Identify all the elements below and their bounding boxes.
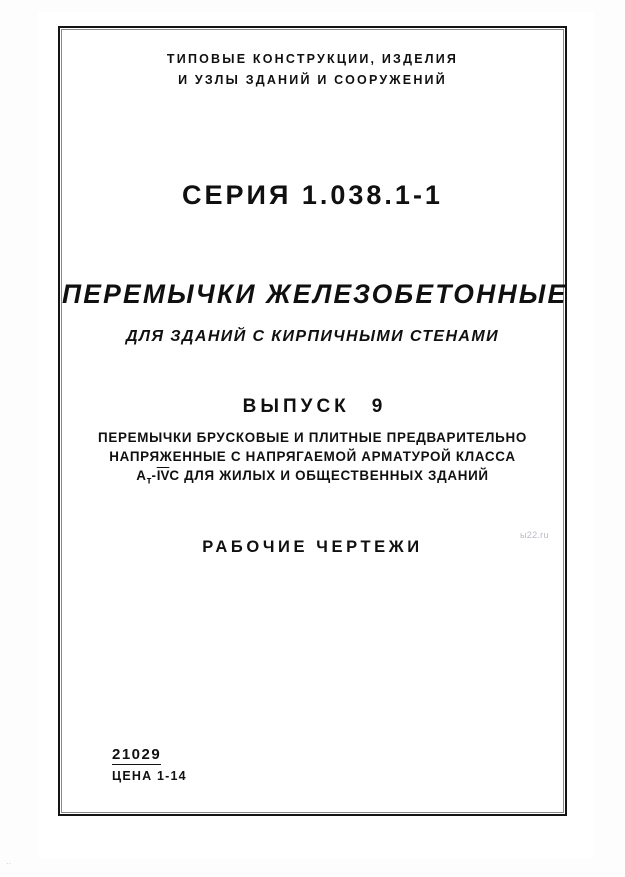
watermark-text: ы22.ru bbox=[520, 530, 549, 540]
page-title: ПЕРЕМЫЧКИ ЖЕЛЕЗОБЕТОННЫЕ bbox=[62, 279, 568, 309]
header-line-2: И УЗЛЫ ЗДАНИЙ И СООРУЖЕНИЙ bbox=[178, 73, 447, 87]
steel-class-subscript: т bbox=[146, 475, 152, 487]
document-header bbox=[62, 52, 563, 87]
working-drawings-label: РАБОЧИЕ ЧЕРТЕЖИ bbox=[202, 538, 423, 556]
steel-class-dash: - bbox=[151, 468, 157, 483]
page-subtitle: ДЛЯ ЗДАНИЙ С КИРПИЧНЫМИ СТЕНАМИ bbox=[126, 328, 499, 345]
scan-artifact: .. bbox=[6, 856, 12, 866]
document-price: ЦЕНА 1-14 bbox=[112, 769, 187, 783]
issue-label: ВЫПУСК bbox=[242, 396, 350, 417]
description-line-3 bbox=[62, 466, 563, 491]
header-line-1: ТИПОВЫЕ КОНСТРУКЦИИ, ИЗДЕЛИЯ bbox=[166, 52, 459, 66]
steel-class-suffix: C ДЛЯ ЖИЛЫХ И ОБЩЕСТВЕННЫХ ЗДАНИЙ bbox=[169, 468, 489, 483]
steel-class-prefix: А bbox=[136, 468, 147, 483]
title-page-content bbox=[62, 30, 568, 812]
bottom-code-block bbox=[112, 746, 187, 783]
issue-number: 9 bbox=[371, 396, 383, 417]
description-line-1: ПЕРЕМЫЧКИ БРУСКОВЫЕ И ПЛИТНЫЕ ПРЕДВАРИТЕЛЬНО bbox=[98, 430, 527, 445]
issue-line bbox=[62, 396, 563, 418]
document-code: 21029 bbox=[112, 746, 162, 763]
description-line-2: НАПРЯЖЕННЫЕ С НАПРЯГАЕМОЙ АРМАТУРОЙ КЛАССА bbox=[109, 449, 516, 464]
description-block bbox=[62, 428, 563, 491]
series-number: СЕРИЯ 1.038.1-1 bbox=[182, 180, 443, 210]
steel-class-roman: $\overline{IV}$ bbox=[156, 468, 170, 483]
